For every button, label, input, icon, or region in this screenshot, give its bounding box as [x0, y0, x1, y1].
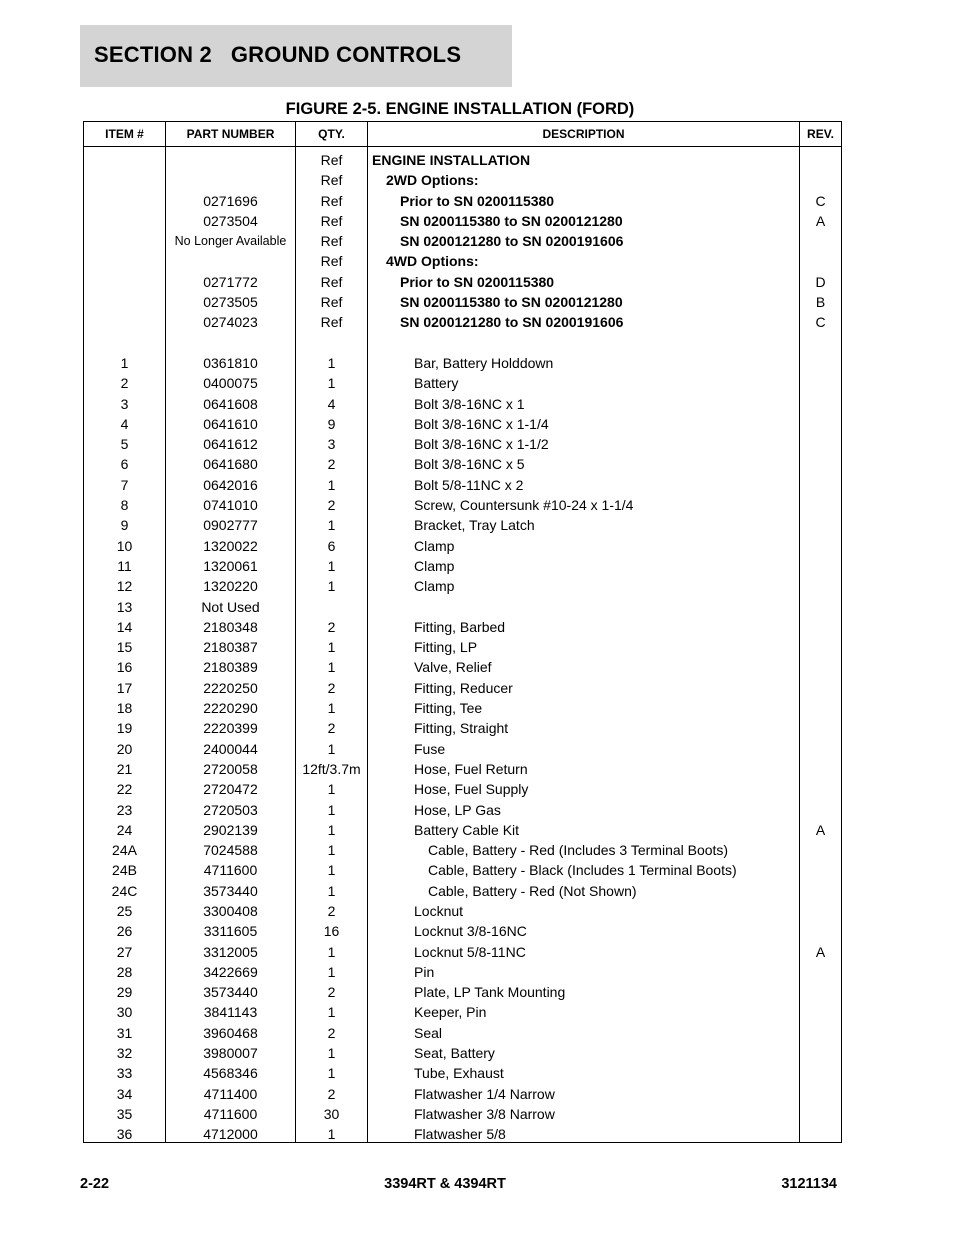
description-cell: Tube, Exhaust: [414, 1065, 504, 1082]
qty-cell: 1: [327, 476, 336, 493]
rev-cell: [800, 333, 841, 353]
item-number-cell: 24: [116, 821, 133, 838]
description-cell: SN 0200115380 to SN 0200121280: [400, 294, 623, 311]
description-cell: Prior to SN 0200115380: [400, 192, 555, 209]
description-cell: Clamp: [414, 557, 455, 574]
description-cell: Keeper, Pin: [414, 1004, 487, 1021]
qty-cell: 2: [327, 1085, 336, 1102]
qty-cell: [296, 597, 367, 617]
qty-cell: Ref: [320, 253, 343, 270]
description-cell: Seat, Battery: [414, 1045, 495, 1062]
item-number-cell: 28: [116, 963, 133, 980]
part-number-cell: 1320220: [203, 578, 258, 595]
header-item: ITEM #: [84, 122, 166, 146]
part-number-cell: 0641610: [203, 415, 258, 432]
rev-cell: [800, 800, 841, 820]
qty-cell: 1: [327, 842, 336, 859]
qty-cell: 2: [327, 679, 336, 696]
part-number-cell: 0641680: [203, 456, 258, 473]
rev-cell: C: [815, 314, 826, 331]
qty-cell: 2: [327, 720, 336, 737]
part-number-cell: 7024588: [203, 842, 258, 859]
rev-cell: [800, 373, 841, 393]
description-cell: Battery Cable Kit: [414, 821, 520, 838]
part-number-cell: Not Used: [201, 598, 260, 615]
item-number-cell: 3: [120, 395, 129, 412]
description-cell: Prior to SN 0200115380: [400, 273, 555, 290]
rev-cell: [800, 881, 841, 901]
description-cell: Locknut 5/8-11NC: [414, 943, 526, 960]
item-number-cell: 25: [116, 902, 133, 919]
description-cell: Locknut 3/8-16NC: [414, 923, 527, 940]
item-number-cell: 29: [116, 984, 133, 1001]
rev-cell: [800, 678, 841, 698]
item-number-cell: 21: [116, 760, 133, 777]
description-cell: Flatwasher 1/4 Narrow: [414, 1085, 555, 1102]
item-number-cell: 10: [116, 537, 133, 554]
description-cell: Clamp: [414, 537, 455, 554]
item-number-cell: 17: [116, 679, 133, 696]
description-cell: Bolt 3/8-16NC x 1-1/2: [414, 436, 549, 453]
item-number-cell: [84, 312, 165, 332]
part-number-cell: 0641608: [203, 395, 258, 412]
qty-cell: 1: [327, 517, 336, 534]
part-number-cell: 3960468: [203, 1024, 258, 1041]
part-number-cell: 0273504: [203, 212, 258, 229]
qty-column: [296, 147, 368, 1142]
description-cell: Locknut: [414, 902, 464, 919]
item-number-cell: 27: [116, 943, 133, 960]
rev-cell: [800, 759, 841, 779]
qty-cell: 30: [323, 1105, 340, 1122]
qty-cell: 1: [327, 781, 336, 798]
item-number-cell: [84, 251, 165, 271]
table-header: [84, 122, 841, 147]
qty-cell: [296, 333, 367, 353]
description-cell: Bolt 3/8-16NC x 1: [414, 395, 525, 412]
rev-cell: [800, 475, 841, 495]
item-number-cell: 5: [120, 436, 129, 453]
part-number-cell: 4712000: [203, 1126, 258, 1143]
rev-cell: [800, 779, 841, 799]
rev-cell: [800, 576, 841, 596]
rev-cell: [800, 1043, 841, 1063]
rev-cell: [800, 617, 841, 637]
header-part-number: PART NUMBER: [166, 122, 296, 146]
rev-cell: [800, 739, 841, 759]
part-number-cell: 0361810: [203, 354, 258, 371]
item-number-cell: [84, 170, 165, 190]
description-cell: Flatwasher 3/8 Narrow: [414, 1105, 555, 1122]
description-cell: Fitting, LP: [414, 639, 478, 656]
rev-cell: [800, 170, 841, 190]
item-number-cell: [84, 150, 165, 170]
qty-cell: Ref: [320, 152, 343, 168]
qty-cell: 1: [327, 1065, 336, 1082]
qty-cell: 1: [327, 882, 336, 899]
qty-cell: 4: [327, 395, 336, 412]
qty-cell: 1: [327, 943, 336, 960]
qty-cell: 2: [327, 1024, 336, 1041]
part-number-cell: 3312005: [203, 943, 258, 960]
description-cell: Cable, Battery - Black (Includes 1 Terminal Boots): [428, 862, 737, 879]
description-cell: Screw, Countersunk #10-24 x 1-1/4: [414, 497, 634, 514]
rev-cell: [800, 1063, 841, 1083]
description-cell: [368, 597, 799, 617]
item-number-cell: 2: [120, 375, 129, 392]
rev-cell: [800, 495, 841, 515]
item-number-cell: 8: [120, 497, 129, 514]
qty-cell: Ref: [320, 273, 343, 290]
rev-cell: [800, 1023, 841, 1043]
part-number-cell: 3311605: [203, 923, 258, 940]
part-number-cell: 0642016: [203, 476, 258, 493]
qty-cell: 16: [323, 923, 340, 940]
item-number-cell: 15: [116, 639, 133, 656]
qty-cell: 2: [327, 497, 336, 514]
item-number-cell: [84, 333, 165, 353]
description-cell: Fitting, Barbed: [414, 618, 506, 635]
description-cell: Hose, Fuel Supply: [414, 781, 529, 798]
item-number-cell: 36: [116, 1126, 133, 1143]
description-cell: [368, 333, 799, 353]
qty-cell: 9: [327, 415, 336, 432]
part-number-cell: 3573440: [203, 882, 258, 899]
part-number-cell: 3573440: [203, 984, 258, 1001]
part-number-cell: 2220290: [203, 700, 258, 717]
item-number-cell: 23: [116, 801, 133, 818]
qty-cell: Ref: [320, 172, 343, 189]
rev-cell: A: [815, 943, 826, 960]
item-number-cell: 20: [116, 740, 133, 757]
qty-cell: 2: [327, 902, 336, 919]
rev-cell: [800, 698, 841, 718]
rev-cell: [800, 454, 841, 474]
part-number-cell: 4711600: [203, 862, 258, 879]
description-cell: Battery: [414, 375, 459, 392]
rev-cell: [800, 1124, 841, 1144]
header-qty: QTY.: [296, 122, 368, 146]
part-number-cell: 0741010: [203, 497, 258, 514]
part-number-cell: 3841143: [203, 1004, 258, 1021]
item-number-cell: 1: [120, 354, 129, 371]
item-number-cell: [84, 231, 165, 251]
description-cell: Valve, Relief: [414, 659, 492, 676]
rev-cell: C: [815, 192, 826, 209]
item-number-cell: 26: [116, 923, 133, 940]
qty-cell: 2: [327, 618, 336, 635]
footer-page-number: 2-22: [80, 1176, 110, 1192]
item-number-cell: 22: [116, 781, 133, 798]
item-number-cell: 35: [116, 1105, 133, 1122]
item-number-cell: 18: [116, 700, 133, 717]
rev-cell: [800, 231, 841, 251]
description-cell: Bracket, Tray Latch: [414, 517, 535, 534]
description-cell: Plate, LP Tank Mounting: [414, 984, 566, 1001]
description-cell: Fitting, Tee: [414, 700, 483, 717]
description-cell: Fitting, Straight: [414, 720, 509, 737]
description-cell: Pin: [414, 963, 435, 980]
part-number-cell: 0902777: [203, 517, 258, 534]
rev-cell: [800, 860, 841, 880]
part-number-cell: 4711600: [203, 1105, 258, 1122]
part-number-cell: No Longer Available: [174, 234, 287, 249]
qty-cell: Ref: [320, 212, 343, 229]
part-number-cell: 2220399: [203, 720, 258, 737]
item-number-cell: 32: [116, 1045, 133, 1062]
item-number-cell: 6: [120, 456, 129, 473]
part-number-cell: 0400075: [203, 375, 258, 392]
description-column: [368, 147, 800, 1142]
part-number-cell: 4568346: [203, 1065, 258, 1082]
qty-cell: Ref: [320, 233, 343, 250]
description-cell: Cable, Battery - Red (Not Shown): [428, 882, 637, 899]
description-cell: ENGINE INSTALLATION: [372, 152, 531, 168]
description-cell: 4WD Options:: [386, 253, 479, 270]
rev-cell: [800, 1084, 841, 1104]
rev-cell: [800, 150, 841, 170]
part-number-cell: 3300408: [203, 902, 258, 919]
item-column: [84, 147, 166, 1142]
part-number-cell: [166, 251, 295, 271]
item-number-cell: 13: [116, 598, 133, 615]
part-number-cell: 4711400: [203, 1085, 258, 1102]
qty-cell: 1: [327, 862, 336, 879]
rev-cell: A: [815, 821, 826, 838]
description-cell: Hose, Fuel Return: [414, 760, 528, 777]
rev-cell: [800, 637, 841, 657]
item-number-cell: 12: [116, 578, 133, 595]
part-number-cell: 1320061: [203, 557, 258, 574]
qty-cell: 1: [327, 1004, 336, 1021]
description-cell: Bolt 3/8-16NC x 1-1/4: [414, 415, 549, 432]
item-number-cell: 14: [116, 618, 133, 635]
qty-cell: 1: [327, 801, 336, 818]
rev-cell: [800, 353, 841, 373]
part-number-cell: 0273505: [203, 294, 258, 311]
description-cell: Bar, Battery Holddown: [414, 354, 554, 371]
rev-cell: [800, 1104, 841, 1124]
header-rev: REV.: [807, 127, 834, 141]
part-number-cell: 3980007: [203, 1045, 258, 1062]
description-cell: Cable, Battery - Red (Includes 3 Terminal Boots): [428, 842, 729, 859]
description-cell: SN 0200121280 to SN 0200191606: [400, 233, 624, 250]
rev-cell: [800, 515, 841, 535]
qty-cell: Ref: [320, 314, 343, 331]
part-number-cell: 2720472: [203, 781, 258, 798]
part-number-cell: 2180387: [203, 639, 258, 656]
description-cell: Seal: [414, 1024, 443, 1041]
item-number-cell: [84, 211, 165, 231]
item-number-cell: 4: [120, 415, 129, 432]
qty-cell: 1: [327, 963, 336, 980]
description-cell: SN 0200121280 to SN 0200191606: [400, 314, 624, 331]
section-title: SECTION 2 GROUND CONTROLS: [94, 42, 462, 67]
rev-cell: D: [815, 273, 826, 290]
description-cell: Fitting, Reducer: [414, 679, 513, 696]
figure-title: FIGURE 2-5. ENGINE INSTALLATION (FORD): [285, 100, 635, 118]
description-cell: Fuse: [414, 740, 446, 757]
qty-cell: Ref: [320, 192, 343, 209]
item-number-cell: 9: [120, 517, 129, 534]
section-header: [80, 25, 512, 87]
part-number-cell: 2720503: [203, 801, 258, 818]
part-number-cell: 1320022: [203, 537, 258, 554]
rev-cell: [800, 840, 841, 860]
qty-cell: 1: [327, 578, 336, 595]
item-number-cell: [84, 292, 165, 312]
item-number-cell: 7: [120, 476, 129, 493]
qty-cell: 2: [327, 456, 336, 473]
item-number-cell: 24B: [112, 862, 137, 879]
rev-cell: A: [815, 212, 826, 229]
qty-cell: 1: [327, 700, 336, 717]
rev-cell: [800, 921, 841, 941]
rev-cell: [800, 556, 841, 576]
part-number-column: [166, 147, 296, 1142]
qty-cell: 1: [327, 354, 336, 371]
item-number-cell: 31: [116, 1024, 133, 1041]
qty-cell: 3: [327, 436, 336, 453]
item-number-cell: 19: [116, 720, 133, 737]
item-number-cell: 16: [116, 659, 133, 676]
qty-cell: 1: [327, 740, 336, 757]
qty-cell: 6: [327, 537, 336, 554]
part-number-cell: 0271772: [203, 273, 258, 290]
part-number-cell: [166, 333, 295, 353]
qty-cell: 1: [327, 557, 336, 574]
rev-cell: [800, 1002, 841, 1022]
qty-cell: 2: [327, 984, 336, 1001]
description-cell: 2WD Options:: [386, 172, 479, 189]
qty-cell: 1: [327, 639, 336, 656]
qty-cell: 1: [327, 821, 336, 838]
qty-cell: 12ft/3.7m: [302, 760, 361, 777]
description-cell: Flatwasher 5/8: [414, 1126, 506, 1143]
rev-cell: [800, 597, 841, 617]
part-number-cell: 0641612: [203, 436, 258, 453]
part-number-cell: 2400044: [203, 740, 258, 757]
item-number-cell: 11: [117, 557, 132, 574]
rev-cell: [800, 657, 841, 677]
part-number-cell: 2720058: [203, 760, 258, 777]
table-body: [84, 147, 841, 1142]
item-number-cell: 30: [116, 1004, 133, 1021]
item-number-cell: 24C: [111, 882, 138, 899]
rev-cell: [800, 536, 841, 556]
part-number-cell: 2220250: [203, 679, 258, 696]
part-number-cell: 3422669: [203, 963, 258, 980]
rev-cell: [800, 251, 841, 271]
rev-cell: [800, 962, 841, 982]
qty-cell: 1: [327, 659, 336, 676]
description-cell: Clamp: [414, 578, 455, 595]
item-number-cell: [84, 272, 165, 292]
description-cell: SN 0200115380 to SN 0200121280: [400, 212, 623, 229]
part-number-cell: 2180348: [203, 618, 258, 635]
item-number-cell: 33: [116, 1065, 133, 1082]
footer-model: 3394RT & 4394RT: [384, 1176, 506, 1192]
rev-cell: [800, 434, 841, 454]
part-number-cell: 2902139: [203, 821, 258, 838]
qty-cell: 1: [327, 1126, 336, 1143]
rev-cell: [800, 901, 841, 921]
rev-cell: B: [815, 294, 826, 311]
rev-cell: [800, 718, 841, 738]
rev-column: [800, 147, 841, 1142]
description-cell: Hose, LP Gas: [414, 801, 501, 818]
header-description: DESCRIPTION: [368, 122, 800, 146]
rev-cell: [800, 414, 841, 434]
rev-cell: [800, 394, 841, 414]
item-number-cell: [84, 191, 165, 211]
item-number-cell: 24A: [112, 842, 137, 859]
qty-cell: 1: [327, 375, 336, 392]
qty-cell: Ref: [320, 294, 343, 311]
qty-cell: 1: [327, 1045, 336, 1062]
rev-cell: [800, 982, 841, 1002]
part-number-cell: 0274023: [203, 314, 258, 331]
part-number-cell: [166, 150, 295, 170]
part-number-cell: 0271696: [203, 192, 258, 209]
description-cell: Bolt 5/8-11NC x 2: [414, 476, 524, 493]
part-number-cell: [166, 170, 295, 190]
footer-doc-number: 3121134: [781, 1176, 837, 1192]
part-number-cell: 2180389: [203, 659, 258, 676]
item-number-cell: 34: [116, 1085, 133, 1102]
description-cell: Bolt 3/8-16NC x 5: [414, 456, 525, 473]
parts-table: [83, 121, 842, 1143]
